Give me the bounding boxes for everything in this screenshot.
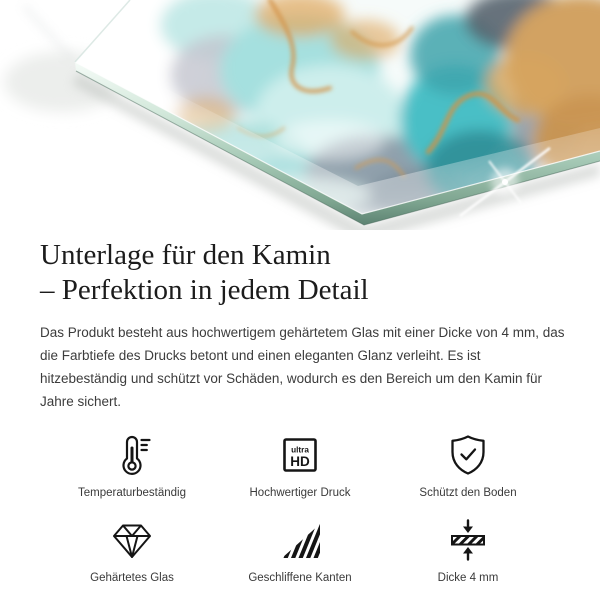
thickness-icon bbox=[444, 516, 492, 564]
polished-edges-icon bbox=[276, 516, 324, 564]
hd-text: HD bbox=[290, 454, 310, 469]
feature-thickness-4mm bbox=[384, 514, 552, 585]
feature-polished-edges bbox=[216, 514, 384, 585]
feature-label: Schützt den Boden bbox=[419, 487, 517, 499]
product-image bbox=[0, 0, 600, 230]
feature-high-quality-print bbox=[216, 429, 384, 500]
page-title bbox=[40, 238, 560, 308]
feature-label: Hochwertiger Druck bbox=[249, 487, 351, 499]
feature-label: Dicke 4 mm bbox=[437, 572, 499, 584]
diamond-icon bbox=[108, 516, 156, 564]
ultra-hd-icon bbox=[276, 431, 324, 479]
feature-temperature-resistant bbox=[48, 429, 216, 500]
ultra-text: ultra bbox=[291, 445, 309, 455]
feature-grid bbox=[48, 429, 552, 585]
feature-label: Temperaturbeständig bbox=[77, 487, 187, 499]
feature-label: Gehärtetes Glas bbox=[90, 572, 174, 584]
page-title-line1: Unterlage für den Kamin bbox=[40, 239, 331, 271]
feature-tempered-glass bbox=[48, 514, 216, 585]
product-description: Das Produkt besteht aus hochwertigem gehärtetem Glas mit einer Dicke von 4 mm, das die Farbtiefe des Drucks betont und einen eleganten Glanz verleiht. Es ist hitzebeständig und schützt vor Schäden, wodurch es den Bereich um den Kamin für Jahre sichert. bbox=[40, 325, 565, 409]
feature-protects-floor bbox=[384, 429, 552, 500]
thermometer-icon bbox=[108, 431, 156, 479]
glass-panel-artwork bbox=[0, 0, 600, 230]
feature-label: Geschliffene Kanten bbox=[248, 572, 352, 584]
shield-check-icon bbox=[444, 431, 492, 479]
page-title-line2: – Perfektion in jedem Detail bbox=[40, 274, 369, 306]
